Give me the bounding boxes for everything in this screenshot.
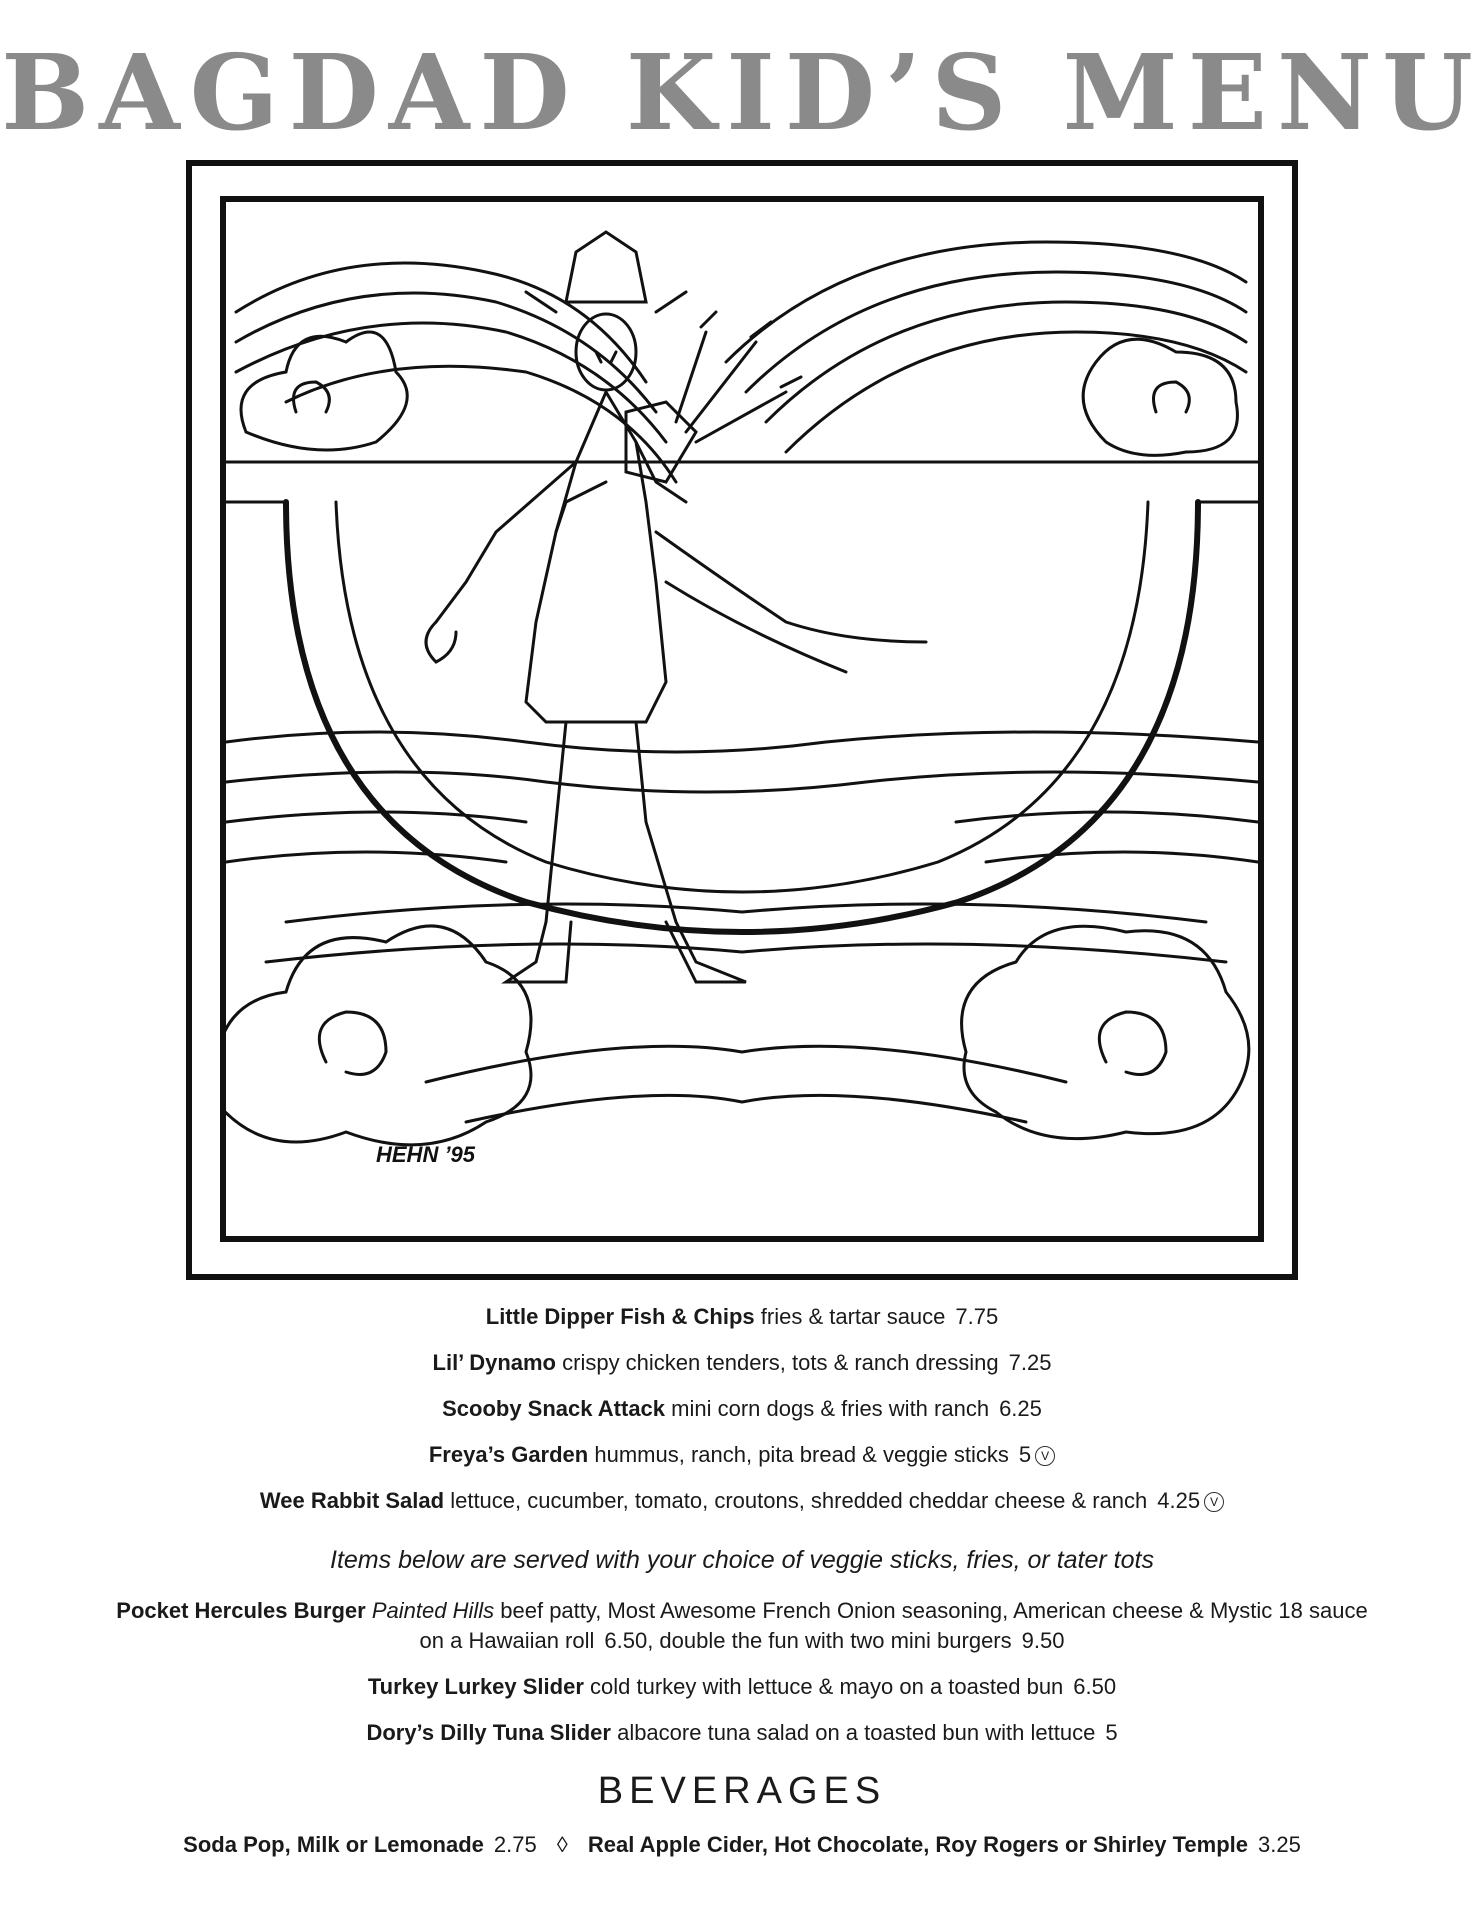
artist-signature: HEHN ’95 [376, 1142, 476, 1167]
item-name: Wee Rabbit Salad [259, 1488, 445, 1513]
beverages-heading: BEVERAGES [597, 1770, 887, 1812]
item-name: Lil’ Dynamo [432, 1350, 556, 1375]
beverage-price: 2.75 [493, 1832, 537, 1857]
item-description: albacore tuna salad on a toasted bun with lettuce [617, 1720, 1096, 1745]
diamond-separator-icon: ◊ [556, 1832, 568, 1857]
menu-item [0, 1486, 1484, 1516]
menu-item [0, 1394, 1484, 1424]
item-description: hummus, ranch, pita bread & veggie sticks [594, 1442, 1009, 1467]
item-price: 6.50, double the fun with two mini burgers [604, 1628, 1012, 1653]
beverages-row [0, 1830, 1484, 1860]
menu-item [0, 1348, 1484, 1378]
item-price: 6.25 [999, 1396, 1042, 1421]
menu-item-continued [0, 1626, 1484, 1656]
beverage-name: Real Apple Cider, Hot Chocolate, Roy Rogers or Shirley Temple [587, 1832, 1248, 1857]
item-name: Dory’s Dilly Tuna Slider [366, 1720, 611, 1745]
sides-note: Items below are served with your choice of veggie sticks, fries, or tater tots [330, 1546, 1154, 1574]
item-description: mini corn dogs & fries with ranch [671, 1396, 990, 1421]
menu-item [0, 1672, 1484, 1702]
item-description: lettuce, cucumber, tomato, croutons, shredded cheddar cheese & ranch [450, 1488, 1148, 1513]
menu-item [0, 1302, 1484, 1332]
item-name: Turkey Lurkey Slider [367, 1674, 584, 1699]
item-price: 7.25 [1008, 1350, 1052, 1375]
item-price: 4.25 [1157, 1488, 1201, 1513]
menu-title: BAGDAD KID’S MENU [1, 31, 1483, 154]
beef-brand: Painted Hills [371, 1598, 495, 1623]
item-name: Scooby Snack Attack [442, 1396, 666, 1421]
item-price: 5 [1018, 1442, 1032, 1467]
item-description: fries & tartar sauce [760, 1304, 946, 1329]
item-description: crispy chicken tenders, tots & ranch dressing [562, 1350, 999, 1375]
item-description: beef patty, Most Awesome French Onion seasoning, American cheese & Mystic 18 sauce [500, 1598, 1368, 1623]
item-price: 6.50 [1073, 1674, 1117, 1699]
item-description: cold turkey with lettuce & mayo on a toasted bun [590, 1674, 1064, 1699]
item-name: Freya’s Garden [428, 1442, 589, 1467]
menu-item [0, 1440, 1484, 1470]
vegetarian-icon: V [1035, 1446, 1055, 1466]
menu-item [0, 1718, 1484, 1748]
item-price: 7.75 [955, 1304, 999, 1329]
item-price: 5 [1105, 1720, 1118, 1745]
vegetarian-icon: V [1204, 1492, 1224, 1512]
beverage-name: Soda Pop, Milk or Lemonade [183, 1832, 484, 1857]
beverage-price: 3.25 [1257, 1832, 1301, 1857]
item-description: on a Hawaiian roll [419, 1628, 595, 1653]
item-price: 9.50 [1021, 1628, 1065, 1653]
menu-item [0, 1596, 1484, 1626]
item-name: Pocket Hercules Burger [116, 1598, 366, 1623]
item-name: Little Dipper Fish & Chips [485, 1304, 755, 1329]
bagpiper-illustration [226, 202, 1258, 1236]
